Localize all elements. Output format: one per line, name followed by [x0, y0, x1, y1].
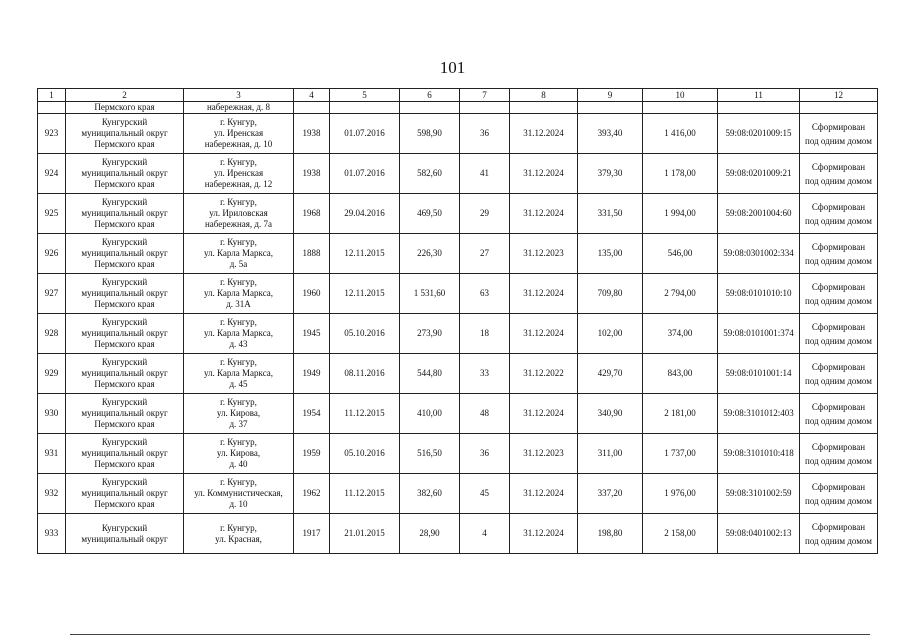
cell-line: Пермского края [94, 499, 155, 509]
cell-cadastral-number: 59:08:0101010:10 [718, 274, 800, 314]
cell-line: муниципальный округ [81, 168, 168, 178]
cell-residents: 33 [460, 354, 510, 394]
cell-living-area: 198,80 [578, 514, 643, 554]
table-row [38, 194, 878, 234]
cell-date: 01.07.2016 [330, 114, 400, 154]
cell-status [800, 514, 878, 554]
cell-municipality [66, 394, 184, 434]
cell-address: набережная, д. 8 [184, 102, 294, 114]
cell-line: ул. Красная, [215, 533, 262, 544]
cell-deadline: 31.12.2024 [510, 394, 578, 434]
cell-year: 1945 [294, 314, 330, 354]
table-row [38, 114, 878, 154]
cell-line: г. Кунгур, [220, 157, 257, 167]
cell-line: муниципальный округ [81, 408, 168, 418]
table-row [38, 354, 878, 394]
cell-area: 28,90 [400, 514, 460, 554]
cell-living-area: 709,80 [578, 274, 643, 314]
cell-line: г. Кунгур, [220, 357, 257, 367]
cell-line: ул. Иренская [213, 128, 264, 138]
table-row [38, 234, 878, 274]
cell-line: Сформирован [811, 441, 866, 452]
cell-empty [294, 102, 330, 114]
cell-living-area: 429,70 [578, 354, 643, 394]
cell-line: д. 5а [229, 259, 248, 269]
col-number: 5 [330, 89, 400, 102]
cell-year: 1917 [294, 514, 330, 554]
cell-date: 11.12.2015 [330, 474, 400, 514]
cell-living-area: 311,00 [578, 434, 643, 474]
cell-line: д. 40 [229, 459, 248, 469]
cell-index: 931 [38, 434, 66, 474]
cell-year: 1968 [294, 194, 330, 234]
cell-land-area: 546,00 [643, 234, 718, 274]
cell-date: 08.11.2016 [330, 354, 400, 394]
cell-year: 1959 [294, 434, 330, 474]
cell-cadastral-number: 59:08:0401002:13 [718, 514, 800, 554]
cell-status [800, 434, 878, 474]
cell-line: Пермского края [94, 339, 155, 349]
cell-line: Сформирован [811, 161, 866, 172]
cell-address [184, 194, 294, 234]
cell-line: Сформирован [811, 121, 866, 132]
cell-line: Пермского края [94, 299, 155, 309]
cell-living-area: 379,30 [578, 154, 643, 194]
table-row [38, 314, 878, 354]
cell-line: Сформирован [811, 481, 866, 492]
cell-line: Кунгурский [101, 317, 148, 327]
cell-residents: 45 [460, 474, 510, 514]
cell-address [184, 354, 294, 394]
cell-land-area: 1 994,00 [643, 194, 718, 234]
cell-area: 410,00 [400, 394, 460, 434]
cell-address [184, 154, 294, 194]
cell-line: Сформирован [811, 201, 866, 212]
cell-line: Кунгурский [101, 397, 148, 407]
cell-deadline: 31.12.2024 [510, 474, 578, 514]
cell-line: ул. Кирова, [216, 448, 261, 458]
col-number: 1 [38, 89, 66, 102]
cell-index: 928 [38, 314, 66, 354]
cell-line: Кунгурский [101, 157, 148, 167]
cell-line: муниципальный округ [81, 368, 168, 378]
cell-line: ул. Карла Маркса, [203, 248, 274, 258]
cell-line: Пермского края [94, 259, 155, 269]
cell-line: г. Кунгур, [220, 117, 257, 127]
cell-line: д. 37 [229, 419, 248, 429]
cell-cadastral-number: 59:08:0101001:14 [718, 354, 800, 394]
cell-line: Пермского края [94, 139, 155, 149]
cell-line: под одним домом [805, 175, 872, 186]
cell-area: 469,50 [400, 194, 460, 234]
cell-deadline: 31.12.2023 [510, 234, 578, 274]
cell-address [184, 114, 294, 154]
cell-area: 1 531,60 [400, 274, 460, 314]
cell-index: 933 [38, 514, 66, 554]
cell-year: 1888 [294, 234, 330, 274]
cell-cadastral-number: 59:08:0201009:15 [718, 114, 800, 154]
cell-empty [510, 102, 578, 114]
cell-line: г. Кунгур, [220, 237, 257, 247]
cell-residents: 36 [460, 434, 510, 474]
cell-line: муниципальный округ [81, 128, 168, 138]
cell-line: Сформирован [811, 361, 866, 372]
page-number: 101 [439, 58, 466, 77]
cell-land-area: 374,00 [643, 314, 718, 354]
cell-deadline: 31.12.2024 [510, 194, 578, 234]
cell-line: под одним домом [805, 415, 872, 426]
cell-address [184, 394, 294, 434]
col-number: 12 [800, 89, 878, 102]
cell-land-area: 1 976,00 [643, 474, 718, 514]
cell-line: муниципальный округ [81, 208, 168, 218]
cell-cadastral-number: 59:08:3101002:59 [718, 474, 800, 514]
col-number: 3 [184, 89, 294, 102]
cell-date: 11.12.2015 [330, 394, 400, 434]
cell-deadline: 31.12.2023 [510, 434, 578, 474]
cell-municipality: Пермского края [66, 102, 184, 114]
cell-land-area: 2 158,00 [643, 514, 718, 554]
cell-index: 929 [38, 354, 66, 394]
cell-line: под одним домом [805, 335, 872, 346]
cell-line: Кунгурский [101, 117, 148, 127]
cell-address [184, 234, 294, 274]
cell-date: 29.04.2016 [330, 194, 400, 234]
cell-line: Кунгурский [101, 477, 148, 487]
cell-line: под одним домом [805, 135, 872, 146]
cell-line: г. Кунгур, [220, 317, 257, 327]
cell-deadline: 31.12.2024 [510, 154, 578, 194]
cell-line: под одним домом [805, 255, 872, 266]
cell-empty [400, 102, 460, 114]
cell-line: муниципальный округ [81, 288, 168, 298]
cell-deadline: 31.12.2024 [510, 314, 578, 354]
cell-status [800, 354, 878, 394]
cell-cadastral-number: 59:08:0301002:334 [718, 234, 800, 274]
cell-residents: 41 [460, 154, 510, 194]
cell-line: ул. Ириловская [209, 208, 268, 218]
col-number: 7 [460, 89, 510, 102]
col-number: 11 [718, 89, 800, 102]
cell-land-area: 2 794,00 [643, 274, 718, 314]
cell-date: 01.07.2016 [330, 154, 400, 194]
cell-index: 930 [38, 394, 66, 434]
cell-address [184, 314, 294, 354]
cell-line: ул. Карла Маркса, [203, 288, 274, 298]
cell-date: 05.10.2016 [330, 434, 400, 474]
cell-land-area: 1 178,00 [643, 154, 718, 194]
table-row [38, 474, 878, 514]
cell-line: ул. Карла Маркса, [203, 328, 274, 338]
cell-living-area: 135,00 [578, 234, 643, 274]
cell-line: под одним домом [805, 375, 872, 386]
cell-empty [800, 102, 878, 114]
cell-deadline: 31.12.2024 [510, 274, 578, 314]
cell-residents: 63 [460, 274, 510, 314]
cell-line: Кунгурский [101, 237, 148, 247]
cell-line: г. Кунгур, [220, 437, 257, 447]
cell-deadline: 31.12.2024 [510, 514, 578, 554]
cell-living-area: 393,40 [578, 114, 643, 154]
cell-year: 1954 [294, 394, 330, 434]
col-number: 6 [400, 89, 460, 102]
cell-date: 05.10.2016 [330, 314, 400, 354]
cell-living-area: 340,90 [578, 394, 643, 434]
cell-line: набережная, д. 12 [204, 179, 273, 189]
cell-year: 1962 [294, 474, 330, 514]
table-row [38, 274, 878, 314]
cell-empty [643, 102, 718, 114]
cell-line: г. Кунгур, [220, 197, 257, 207]
cell-municipality [66, 234, 184, 274]
cell-area: 516,50 [400, 434, 460, 474]
cell-line: Сформирован [811, 321, 866, 332]
cell-index [38, 102, 66, 114]
cell-line: д. 10 [229, 499, 248, 509]
cell-area: 382,60 [400, 474, 460, 514]
cell-empty [460, 102, 510, 114]
cell-municipality [66, 474, 184, 514]
cell-empty [718, 102, 800, 114]
cell-index: 926 [38, 234, 66, 274]
cell-line: Сформирован [811, 401, 866, 412]
cell-line: под одним домом [805, 215, 872, 226]
cell-line: Пермского края [94, 219, 155, 229]
cell-line: Сформирован [811, 521, 866, 532]
cell-municipality [66, 194, 184, 234]
cell-municipality [66, 514, 184, 554]
cell-area: 544,80 [400, 354, 460, 394]
col-number: 9 [578, 89, 643, 102]
cell-line: под одним домом [805, 495, 872, 506]
cell-municipality [66, 314, 184, 354]
cell-line: г. Кунгур, [220, 522, 257, 533]
cell-residents: 48 [460, 394, 510, 434]
cell-cadastral-number: 59:08:0101001:374 [718, 314, 800, 354]
cell-cadastral-number: 59:08:3101010:418 [718, 434, 800, 474]
cell-line: Пермского края [94, 379, 155, 389]
cell-living-area: 337,20 [578, 474, 643, 514]
cell-deadline: 31.12.2024 [510, 114, 578, 154]
header-row [38, 89, 878, 102]
cell-line: под одним домом [805, 455, 872, 466]
cell-line: д. 31А [226, 299, 251, 309]
continuation-row [38, 102, 878, 114]
cell-address [184, 474, 294, 514]
cell-index: 925 [38, 194, 66, 234]
cell-area: 582,60 [400, 154, 460, 194]
cell-address [184, 434, 294, 474]
cell-area: 273,90 [400, 314, 460, 354]
cell-line: Кунгурский [101, 277, 148, 287]
cell-status [800, 234, 878, 274]
cell-land-area: 1 416,00 [643, 114, 718, 154]
cell-index: 924 [38, 154, 66, 194]
cell-line: Сформирован [811, 281, 866, 292]
cell-municipality [66, 154, 184, 194]
cell-residents: 36 [460, 114, 510, 154]
cell-land-area: 2 181,00 [643, 394, 718, 434]
cell-residents: 18 [460, 314, 510, 354]
cell-date: 21.01.2015 [330, 514, 400, 554]
cell-line: муниципальный округ [81, 488, 168, 498]
cell-line: г. Кунгур, [220, 477, 257, 487]
page-bottom-rule [70, 634, 870, 635]
cell-date: 12.11.2015 [330, 234, 400, 274]
cell-status [800, 154, 878, 194]
cell-line: Пермского края [94, 419, 155, 429]
cell-line: муниципальный округ [81, 248, 168, 258]
cell-line: г. Кунгур, [220, 397, 257, 407]
col-number: 4 [294, 89, 330, 102]
cell-line: муниципальный округ [81, 328, 168, 338]
cell-residents: 4 [460, 514, 510, 554]
table-row [38, 434, 878, 474]
cell-deadline: 31.12.2022 [510, 354, 578, 394]
cell-line: Пермского края [94, 459, 155, 469]
cell-empty [578, 102, 643, 114]
cell-cadastral-number: 59:08:0201009:21 [718, 154, 800, 194]
cell-empty [330, 102, 400, 114]
cell-year: 1938 [294, 114, 330, 154]
table-body [38, 89, 878, 554]
table-row [38, 154, 878, 194]
table-row [38, 514, 878, 554]
cell-area: 598,90 [400, 114, 460, 154]
cell-year: 1949 [294, 354, 330, 394]
cell-index: 927 [38, 274, 66, 314]
cell-land-area: 1 737,00 [643, 434, 718, 474]
cell-line: набережная, д. 10 [204, 139, 273, 149]
cell-line: Кунгурский [101, 357, 148, 367]
cell-residents: 27 [460, 234, 510, 274]
cell-year: 1938 [294, 154, 330, 194]
col-number: 2 [66, 89, 184, 102]
cell-line: ул. Иренская [213, 168, 264, 178]
cell-land-area: 843,00 [643, 354, 718, 394]
cell-living-area: 331,50 [578, 194, 643, 234]
cell-line: Пермского края [94, 179, 155, 189]
cell-line: под одним домом [805, 535, 872, 546]
cell-living-area: 102,00 [578, 314, 643, 354]
cell-municipality [66, 434, 184, 474]
cell-index: 932 [38, 474, 66, 514]
cell-status [800, 274, 878, 314]
cell-line: ул. Коммунистическая, [194, 488, 283, 498]
cell-cadastral-number: 59:08:2001004:60 [718, 194, 800, 234]
cell-status [800, 394, 878, 434]
cell-area: 226,30 [400, 234, 460, 274]
cell-residents: 29 [460, 194, 510, 234]
cell-year: 1960 [294, 274, 330, 314]
cell-line: Кунгурский [101, 197, 148, 207]
cell-line: муниципальный округ [81, 448, 168, 458]
cell-line: Кунгурский [101, 437, 148, 447]
cell-line: д. 45 [229, 379, 248, 389]
table-row [38, 394, 878, 434]
cell-status [800, 114, 878, 154]
cell-line: под одним домом [805, 295, 872, 306]
cell-line: ул. Кирова, [216, 408, 261, 418]
cell-date: 12.11.2015 [330, 274, 400, 314]
cell-line: муниципальный округ [81, 533, 168, 544]
cell-line: Кунгурский [101, 522, 148, 533]
cell-status [800, 314, 878, 354]
col-number: 10 [643, 89, 718, 102]
cell-line: д. 43 [229, 339, 248, 349]
cell-municipality [66, 354, 184, 394]
cell-address [184, 274, 294, 314]
cell-line: г. Кунгур, [220, 277, 257, 287]
col-number: 8 [510, 89, 578, 102]
registry-table [37, 88, 878, 554]
cell-line: Сформирован [811, 241, 866, 252]
cell-status [800, 194, 878, 234]
cell-cadastral-number: 59:08:3101012:403 [718, 394, 800, 434]
cell-line: ул. Карла Маркса, [203, 368, 274, 378]
cell-index: 923 [38, 114, 66, 154]
cell-address [184, 514, 294, 554]
cell-status [800, 474, 878, 514]
cell-municipality [66, 274, 184, 314]
cell-municipality [66, 114, 184, 154]
cell-line: набережная, д. 7а [204, 219, 272, 229]
